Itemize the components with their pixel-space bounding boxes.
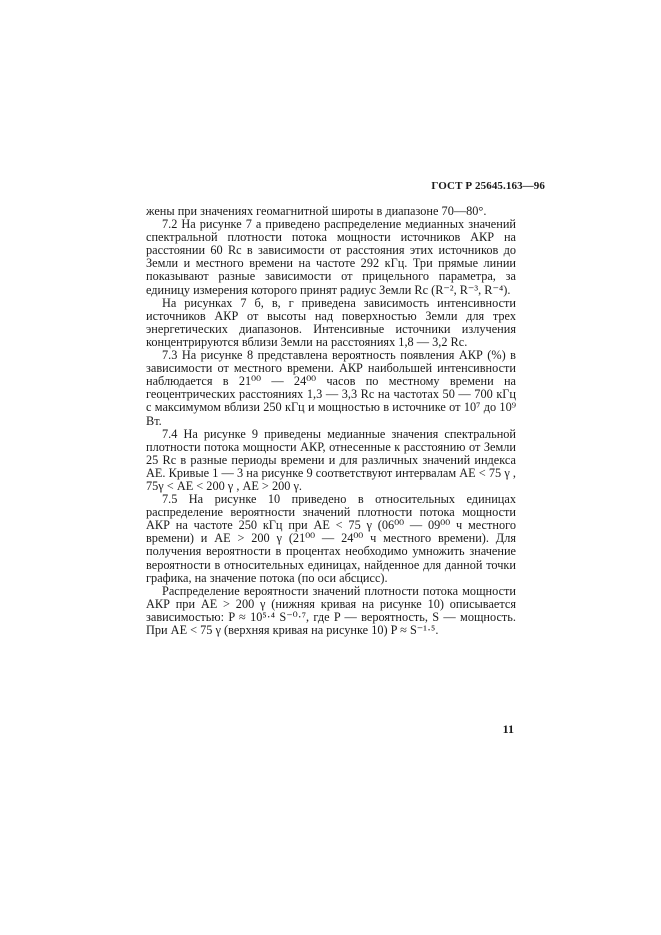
paragraph-7-5: 7.5 На рисунке 10 приведено в относительных единицах распределение вероятности значений плотности потока мощности АКР на частоте 250 кГц при АЕ < 75 γ (06⁰⁰ — 09⁰⁰ ч местного времени) и АЕ > 200 γ (21⁰⁰ — 24⁰⁰ ч местного времени). Для получения вероятности в процентах необходимо умножить значение вероятности в относительных единицах, найденное для данной точки графика, на значение потока (по оси абсцисс). [146, 492, 516, 585]
paragraph-figure-7bvg: На рисунках 7 б, в, г приведена зависимость интенсивности источников АКР от высоты над поверхностью Земли для трех энергетических диапазонов. Интенсивные источники излучения концентрируются вблизи Земли на расстояниях 1,8 — 3,2 Rс. [146, 295, 516, 349]
standard-code: ГОСТ Р 25645.163—96 [431, 180, 545, 192]
paragraph-probability-distribution: Распределение вероятности значений плотности потока мощности АКР при АЕ > 200 γ (нижняя кривая на рисунке 10) описывается зависимостью: P ≈ 10⁵·⁴ S⁻⁰·⁷, где P — вероятность, S — мощность. При АЕ < 75 γ (верхняя кривая на рисунке 10) P ≈ S⁻¹·⁵. [146, 583, 516, 637]
page-number: 11 [502, 722, 514, 736]
paragraph-7-4: 7.4 На рисунке 9 приведены медианные значения спектральной плотности потока мощности АКР, отнесенные к расстоянию от Земли 25 Rс в разные периоды времени и для различных значений индекса АЕ. Кривые 1 — 3 на рисунке 9 соответствуют интервалам АЕ < 75 γ , 75γ < АЕ < 200 γ , АЕ > 200 γ. [146, 426, 516, 493]
document-header [431, 180, 545, 192]
paragraph-continuation: жены при значениях геомагнитной широты в диапазоне 70—80°. [146, 204, 487, 218]
document-body [146, 205, 516, 637]
paragraph-7-3: 7.3 На рисунке 8 представлена вероятность появления АКР (%) в зависимости от местного времени. АКР наибольшей интенсивности наблюдается в 21⁰⁰ — 24⁰⁰ часов по местному времени на геоцентрических расстояниях 1,3 — 3,3 Rс на частотах 50 — 700 кГц с максимумом вблизи 250 кГц и мощностью в источнике от 10⁷ до 10⁹ Вт. [146, 348, 516, 428]
paragraph-7-2: 7.2 На рисунке 7 а приведено распределение медианных значений спектральной плотности потока мощности источников АКР на расстоянии 60 Rс в зависимости от расстояния этих источников до Земли и местного времени на частоте 292 кГц. Три прямые линии показывают разные зависимости от прицельного параметра, за единицу измерения которого принят радиус Земли Rс (R⁻², R⁻³, R⁻⁴). [146, 217, 516, 297]
